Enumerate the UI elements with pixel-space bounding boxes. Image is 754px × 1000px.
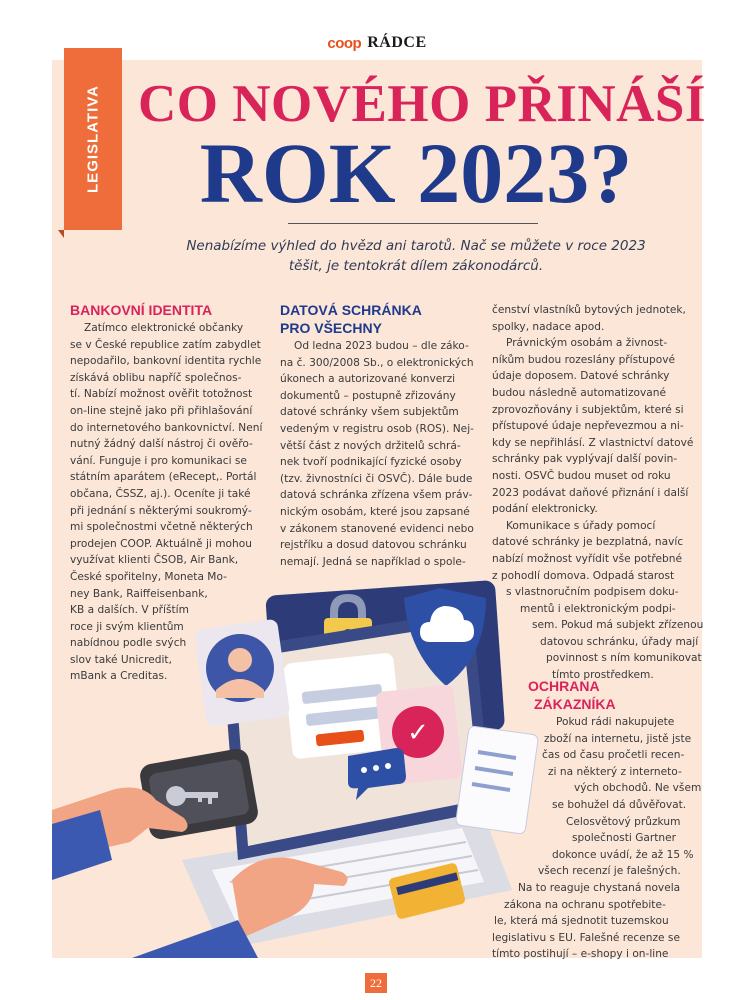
text-line: využívat klienti ČSOB, Air Bank, [70, 554, 239, 567]
section-heading-bankovni-identita: BANKOVNÍ IDENTITA [70, 302, 213, 318]
text-line: tímto postihují – e-shopy i on-line [492, 948, 669, 961]
document-card [455, 726, 538, 835]
text-line: Zatímco elektronické občanky [84, 322, 244, 334]
text-line: čas od času pročetli recen- [542, 749, 685, 762]
text-line: sem. Pokud má subjekt zřízenou [532, 619, 704, 632]
lead-line: Nenabízíme výhled do hvězd ani tarotů. Nač se můžete v roce 2023 [186, 238, 646, 254]
text-line: nosti. OSVČ budou muset od roku [492, 469, 671, 482]
lead-paragraph [168, 236, 664, 276]
text-line: úkonech a autorizované konverzi [280, 373, 456, 386]
headline-line-2: ROK 2023? [199, 125, 633, 221]
text-line: nutný žádný další nástroj či ověřo- [70, 438, 253, 451]
text-line: do internetového bankovnictví. Není [70, 421, 263, 434]
text-line: čenství vlastníků bytových jednotek, [492, 304, 686, 316]
text-line: nabídnou podle svých [70, 637, 187, 650]
right-sleeve [132, 920, 258, 958]
text-line: z pohodlí domova. Odpadá starost [492, 569, 675, 582]
text-line: státním aparátem (eRecept,. Portál [70, 471, 257, 484]
section-heading-ochrana: OCHRANA [528, 678, 600, 694]
text-line: občana, ČSSZ, aj.). Oceníte ji také [70, 487, 251, 500]
magazine-title: RÁDCE [367, 34, 427, 51]
text-line: větší část z nových držitelů schrá- [280, 439, 461, 452]
text-line: ney Bank, Raiffeisenbank, [70, 587, 208, 600]
text-line: datovou schránku, úřady mají [540, 635, 699, 648]
illustration-svg [52, 560, 552, 958]
text-line: se v České republice zatím zabydlet [70, 338, 261, 351]
text-line: zi na některý z interneto- [548, 765, 682, 778]
text-line: datové schránky všem subjektům [280, 406, 459, 419]
text-line: on-line stejně jako při přihlašování [70, 404, 253, 417]
text-line: Právnickým osobám a živnost- [506, 337, 668, 350]
text-line: České spořitelny, Moneta Mo- [70, 570, 227, 583]
text-line: dokumentů – postupně zřizovány [280, 389, 456, 402]
text-line: vých obchodů. Ne všem [574, 782, 702, 795]
text-line: datové schránky je bezplatná, navíc [492, 536, 684, 549]
section-tab [64, 48, 122, 230]
text-line: povinnost s ním komunikovat [546, 652, 702, 665]
text-line: le, která má sjednotit tuzemskou [494, 915, 669, 928]
text-line: s vlastnoručním podpisem doku- [506, 586, 679, 599]
text-line: dokonce uvádí, že až 15 % [552, 848, 694, 861]
text-line: tímto prostředkem. [552, 669, 654, 682]
text-line: nickým osobám, které jsou zapsané [280, 505, 470, 518]
text-line: Pokud rádi nakupujete [556, 716, 675, 728]
text-line: nemají. Jedná se například o spole- [280, 555, 466, 568]
headline-divider [288, 223, 538, 224]
text-line: Na to reaguje chystaná novela [518, 881, 681, 894]
text-line: vedeným v registru osob (ROS). Nej- [280, 422, 474, 435]
text-line: zprovozňovány i subjektům, které si [492, 403, 684, 416]
text-line: údaje doposem. Datové schránky [492, 370, 670, 383]
text-line: prodejen COOP. Aktuálně ji mohou [70, 537, 252, 550]
text-line: všech recenzí je falešných. [538, 865, 681, 878]
text-line: podání elektronicky. [492, 503, 598, 516]
section-heading-zakaznika: ZÁKAZNÍKA [534, 696, 616, 712]
coop-logo: coop [327, 34, 362, 52]
lead-line: těšit, je tentokrát dílem zákonodárců. [288, 258, 544, 274]
text-line: budou následně automatizované [492, 386, 667, 399]
text-line: zákona na ochranu spotřebite- [504, 898, 666, 911]
column-datova-schranka [280, 302, 480, 570]
text-line: mentů i elektronickým podpi- [520, 602, 676, 615]
text-line: zboží na internetu, jistě jste [544, 732, 692, 745]
section-heading-datova-schranka: DATOVÁ SCHRÁNKA [280, 302, 422, 318]
text-line: spolky, nadace apod. [492, 320, 605, 333]
text-line: roce ji svým klientům [70, 620, 184, 633]
text-line: (tzv. živnostníci či OSVČ). Dále bude [280, 472, 473, 485]
text-line: mi společnostmi včetně některých [70, 521, 253, 534]
text-line: při jednání s některými soukromý- [70, 504, 252, 517]
text-line: nabízí možnost vyřídit vše potřebné [492, 552, 682, 565]
text-line: níkům budou rozeslány přístupové [492, 353, 675, 366]
text-line: tí. Nabízí možnost ověřit totožnost [70, 388, 253, 401]
text-line: slov také Unicredit, [70, 653, 172, 666]
headline-line-1: CO NOVÉHO PŘINÁŠÍ [138, 75, 707, 133]
text-line: 2023 podávat daňové přiznání i další [492, 486, 689, 499]
text-line: datová schránka zřízena všem práv- [280, 489, 473, 502]
text-line: vání. Funguje i pro komunikaci se [70, 454, 247, 467]
text-line: Celosvětový průzkum [566, 815, 681, 828]
text-line: v zákonem stanovené evidenci nebo [280, 522, 474, 535]
text-line: přístupové údaje nepřevezmou a ni- [492, 420, 684, 433]
text-line: na č. 300/2008 Sb., o elektronických [280, 356, 474, 369]
text-line: Od ledna 2023 budou – dle záko- [294, 340, 469, 352]
text-line: schránky pak vyplývají další povin- [492, 453, 678, 466]
text-line: legislativu s EU. Falešné recenze se [492, 931, 680, 944]
online-security-illustration [52, 560, 552, 958]
text-line: Komunikace s úřady pomocí [506, 519, 656, 532]
text-line: nepodařilo, bankovní identita rychle [70, 355, 262, 368]
text-line: nek tvoří podnikající fyzické osoby [280, 456, 462, 469]
text-line: kdy se nepřihlásí. Z vlastnictví datové [492, 436, 694, 449]
page-number: 22 [365, 973, 387, 993]
section-heading-pro-vsechny: PRO VŠECHNY [280, 320, 382, 336]
avatar-head [228, 648, 252, 672]
text-line: rejstříku a dosud datovou schránku [280, 539, 467, 552]
section-label: LEGISLATIVA [84, 85, 102, 193]
text-line: KB a dalších. V příštím [70, 604, 189, 617]
text-line: získává oblibu napříč společnos- [70, 371, 242, 384]
text-line: mBank a Creditas. [70, 670, 168, 683]
text-line: společnosti Gartner [572, 832, 676, 845]
check-mark-icon: ✓ [407, 718, 429, 748]
text-line: se bohužel dá důvěřovat. [552, 798, 687, 811]
